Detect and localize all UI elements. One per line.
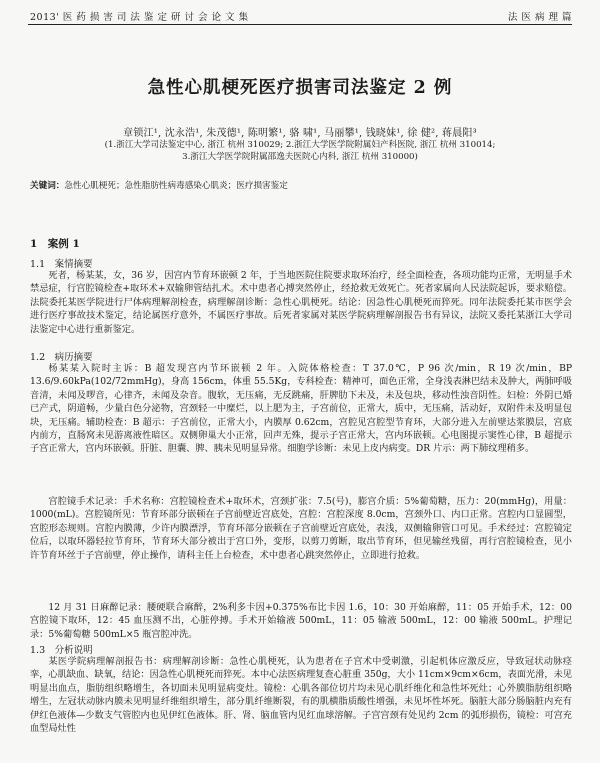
affiliation-line-2: 3.浙江大学医学院附属邵逸夫医院心内科, 浙江 杭州 310000) — [182, 152, 418, 162]
affiliation-line-1: (1.浙江大学司法鉴定中心, 浙江 杭州 310029; 2.浙江大学医学院附属妇产科医院, 浙江 杭州 310014; — [104, 140, 496, 150]
header-rule — [28, 24, 572, 25]
paragraph-admission-exam: 杨某某入院时主诉：B 超发现宫内节环嵌顿 2 年。入院体格检查：T 37.0℃，P 96 次/min，R 19 次/min，BP 13.6/9.60kPa(102/72mmHg)，身高 156cm，体重 55.5Kg，专科检查：精神可，面色正常，全身浅表淋巴结未及肿大，两肺呼吸音清，未闻及啰音，心律齐，未闻及杂音。腹软，无压痛，无反跳痛，肝脾肋下未及，未及包块，移动性浊音阴性。妇检：外阴已婚已产式，阴道畅，少量白色分泌物，宫颈轻一中糜烂，以上肥为主，子宫前位，正常大，质中，无压痛，活动好，双附件未及明显包块，无压痛。辅助检查：B 超示：子宫前位，正常大小，内膜厚 0.62cm，宫腔见宫腔型节育环，大部分进入左前壁达浆膜层，宫底内前方，直肠窝未见游离液性暗区。双侧卵巢大小正常，回声无殊，提示子宫正常大，宫内环嵌顿。心电图提示窦性心律，B 超提示子宫正常大，宫内环嵌顿。肝脏、胆囊、脾、胰未见明显异常。细胞学诊断：未见上皮内病变。DR 片示：两下肺纹理稍多。 — [30, 363, 573, 455]
journal-title: 2013' 医 药 损 害 司 法 鉴 定 研 讨 会 论 文 集 — [30, 12, 249, 23]
keywords — [30, 179, 570, 191]
section-category: 法 医 病 理 篇 — [507, 12, 572, 23]
subsection-heading-analysis: 1.3 分析说明 — [30, 645, 93, 656]
keywords-text: 急性心肌梗死；急性脂肪性病毒感染心肌炎；医疗损害鉴定 — [64, 181, 288, 191]
paragraph-anesthesia-record: 12 月 31 日麻醉记录：腰硬联合麻醉，2%利多卡因+0.375%布比卡因 1.6，10：30 开始麻醉，11：05 开始手术，12：00 宫腔镜下取环，12：45 血压测不出，心脏停搏。手术开始输液 500mL，11：05 输液 500mL，12：00 输液 500mL。护理记录：5%葡萄糖 500mL×5 瓶宫腔冲洗。 — [30, 602, 572, 640]
running-header — [30, 9, 572, 25]
section-heading-case-1: 1 案例 1 — [30, 238, 80, 250]
paragraph-case-summary: 死者，杨某某，女，36 岁，因宫内节育环嵌顿 2 年，于当地医院住院要求取环治疗，经全面检查，各项功能均正常，无明显手术禁忌症，行宫腔镜检查+取环术+双输卵管结扎术。术中患者心搏突然停止，经抢救无效死亡。死者家属向人民法院起诉，要求赔偿。法院委托某医学院进行尸体病理解剖检查，病理解剖诊断：急性心肌梗死。结论：因急性心肌梗死而猝死。同年法院委托某市医学会进行医疗事故技术鉴定，结论属医疗意外，不属医疗事故。后死者家属对某医学院病理解剖报告书有异议，法院又委托某浙江大学司法鉴定中心进行重新鉴定。 — [30, 270, 572, 335]
article-title: 急性心肌梗死医疗损害司法鉴定 2 例 — [147, 78, 453, 98]
paragraph-hysteroscopy-record: 宫腔镜手术记录：手术名称：宫腔镜检查术+取环术，宫颈扩张：7.5(号)，膨宫介质：5%葡萄糖，压力：20(mmHg)，用量：1000(mL)。宫腔镜所见：节育环部分嵌顿在子宫前壁近宫底处，宫腔：宫腔深度 8.0cm，宫颈外口、内口正常。宫腔内口显圆型，宫腔形态规则。宫腔内膜薄，少许内膜漂浮，节育环部分嵌顿在子宫前壁近宫底处，表浅，双侧输卵管口可见。手术经过：宫腔镜定位后，以取环器轻拉节育环，节育环大部分被出于宫口外，变形，以剪刀剪断，取出节育环，但见输丝残留，再行宫腔镜检查，见小许节育环丝于子宫前壁，停止操作，请科主任上台检查，术中患者心跳突然停止，立即进行抢救。 — [30, 496, 572, 561]
keywords-label: 关键词： — [30, 181, 65, 191]
subsection-heading-medical-record: 1.2 病历摘要 — [30, 352, 93, 363]
paragraph-autopsy-analysis: 某医学院病理解剖报告书：病理解剖诊断：急性心肌梗死，认为患者在子宫术中受刺激，引起机体应激反应，导致冠状动脉痉挛，心肌缺血、缺氧，结论：因急性心肌梗死而猝死。本中心法医病理复查心脏重 350g，大小 11cm×9cm×6cm，表面光滑，未见明显出血点，脂肪组织略增生，各切面未见明显病变灶。镜检：心肌各部位切片均未见心肌纤维化和急性坏死灶；心外膜脂肪组织略增生，左冠状动脉内膜未见明显纤维组织增生，部分肌纤维断裂，有的肌横脂质酸性增强，未见坏性坏死。脑脏大部分肠脑脏内充有伊红色液体—少数支气管腔内也见伊红色液体。肝、肾、脑血管内见红血球溶解。子宫宫颈有处见约 2cm 的弧形损伤，镜检：可宫充血型局灶性 — [30, 656, 572, 735]
subsection-heading-case-summary: 1.1 案情摘要 — [30, 259, 93, 270]
author-list: 章锁江¹, 沈永浩¹, 朱茂德¹, 陈明繁¹, 骆 啸¹, 马丽攀¹, 钱晓妹¹, 徐 健², 蒋晨阳³ — [123, 128, 477, 139]
